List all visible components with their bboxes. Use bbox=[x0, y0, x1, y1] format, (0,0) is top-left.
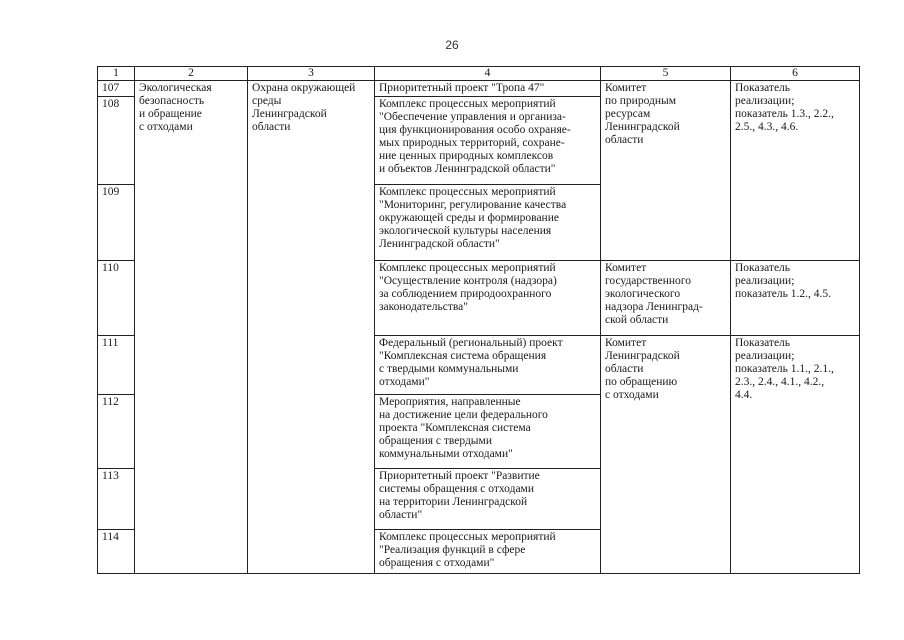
activity-cell: Федеральный (региональный) проект "Комплексная система обращения с твердыми коммунальными отходами" bbox=[375, 336, 601, 395]
header-cell: 5 bbox=[601, 67, 731, 81]
activity-cell: Комплекс процессных мероприятий "Осуществление контроля (надзора) за соблюдением природоохранного законодательства" bbox=[375, 261, 601, 336]
header-cell: 4 bbox=[375, 67, 601, 81]
state-program-cell: Охрана окружающей среды Ленинградской области bbox=[248, 81, 375, 574]
activity-cell: Комплекс процессных мероприятий "Реализация функций в сфере обращения с отходами" bbox=[375, 530, 601, 574]
executor-cell: Комитет Ленинградской области по обращению с отходами bbox=[601, 336, 731, 574]
row-number: 112 bbox=[98, 395, 135, 469]
activity-cell: Комплекс процессных мероприятий "Мониторинг, регулирование качества окружающей среды и формирование экологической культуры населения Ленинградской области" bbox=[375, 185, 601, 261]
indicators-cell: Показатель реализации; показатель 1.1., 2.1., 2.3., 2.4., 4.1., 4.2., 4.4. bbox=[731, 336, 860, 574]
program-table bbox=[97, 66, 860, 574]
program-area-cell: Экологическая безопасность и обращение с отходами bbox=[135, 81, 248, 574]
indicators-cell: Показатель реализации; показатель 1.3., 2.2., 2.5., 4.3., 4.6. bbox=[731, 81, 860, 261]
header-cell: 2 bbox=[135, 67, 248, 81]
executor-cell: Комитет государственного экологического надзора Ленинград- ской области bbox=[601, 261, 731, 336]
row-number: 107 bbox=[98, 81, 135, 97]
row-number: 108 bbox=[98, 97, 135, 185]
executor-cell: Комитет по природным ресурсам Ленинградской области bbox=[601, 81, 731, 261]
row-number: 114 bbox=[98, 530, 135, 574]
activity-cell: Мероприятия, направленные на достижение цели федерального проекта "Комплексная система обращения с твердыми коммунальными отходами" bbox=[375, 395, 601, 469]
indicators-cell: Показатель реализации; показатель 1.2., 4.5. bbox=[731, 261, 860, 336]
table-header-row bbox=[98, 67, 860, 81]
header-cell: 3 bbox=[248, 67, 375, 81]
header-cell: 6 bbox=[731, 67, 860, 81]
activity-cell: Приоритетный проект "Развитие системы обращения с отходами на территории Ленинградской области" bbox=[375, 469, 601, 530]
page-number: 26 bbox=[445, 38, 459, 52]
row-number: 110 bbox=[98, 261, 135, 336]
row-number: 109 bbox=[98, 185, 135, 261]
header-cell: 1 bbox=[98, 67, 135, 81]
row-number: 111 bbox=[98, 336, 135, 395]
activity-cell: Приоритетный проект "Тропа 47" bbox=[375, 81, 601, 97]
table-row bbox=[98, 81, 860, 97]
row-number: 113 bbox=[98, 469, 135, 530]
activity-cell: Комплекс процессных мероприятий "Обеспечение управления и организа- ция функционирования особо охраняе- мых природных территорий, сохране- ние ценных природных комплексов и объектов Ленинградской области" bbox=[375, 97, 601, 185]
